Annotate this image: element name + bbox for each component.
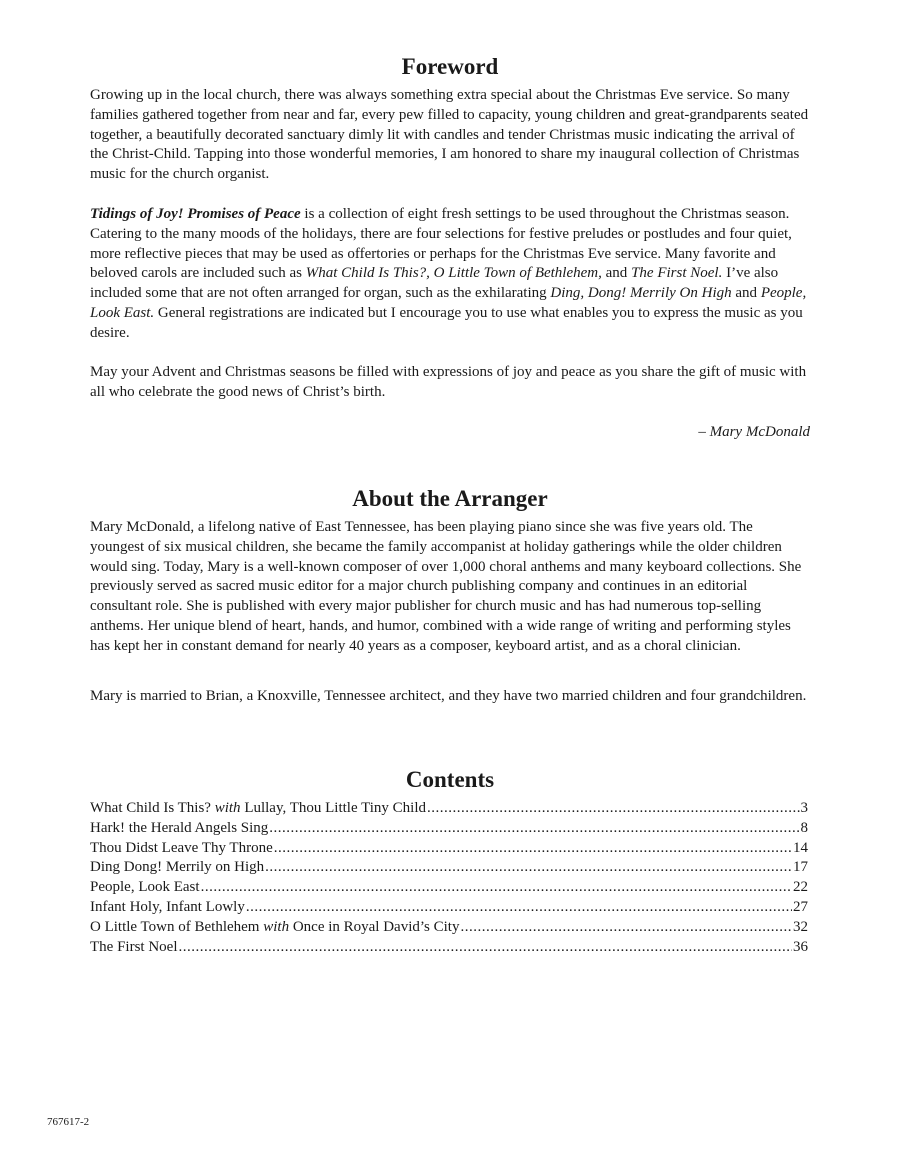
contents-item-title: Hark! the Herald Angels Sing bbox=[90, 819, 269, 836]
collection-title: Tidings of Joy! Promises of Peace bbox=[90, 206, 301, 222]
dot-leader bbox=[427, 799, 800, 819]
contents-item-page: 32 bbox=[793, 918, 808, 935]
contents-list bbox=[90, 799, 808, 957]
contents-item bbox=[90, 799, 808, 819]
text-span: General registrations are indicated but I encourage you to use what enables you to express the music as you desire. bbox=[90, 304, 803, 341]
text-span: with bbox=[263, 918, 290, 935]
contents-item-title bbox=[90, 918, 459, 938]
dot-leader bbox=[460, 918, 792, 938]
dot-leader bbox=[179, 938, 793, 958]
contents-item-title: The First Noel bbox=[90, 938, 178, 955]
foreword-paragraph-3: May your Advent and Christmas seasons be filled with expressions of joy and peace as you share the gift of music with all who celebrate the good news of Christ’s birth. bbox=[90, 364, 807, 400]
contents-item-page: 8 bbox=[800, 819, 808, 836]
text-span: and bbox=[601, 265, 632, 282]
contents-item bbox=[90, 878, 808, 898]
dot-leader bbox=[274, 839, 792, 859]
text-span: Once in Royal David’s City bbox=[289, 918, 460, 935]
contents-item bbox=[90, 858, 808, 878]
about-paragraph-2: Mary is married to Brian, a Knoxville, Tennessee architect, and they have two married children and four grandchildren. bbox=[90, 688, 807, 704]
contents-item-page: 3 bbox=[800, 800, 808, 816]
contents-item-title: People, Look East bbox=[90, 879, 200, 896]
about-title: About the Arranger bbox=[352, 486, 548, 511]
about-paragraph-1: Mary McDonald, a lifelong native of East Tennessee, has been playing piano since she was five years old. The youngest of six musical children, she became the family accompanist at holiday gatherings while the older children would sing. Today, Mary is a well-known composer of over 1,000 choral anthems and many keyboard collections. She previously served as sacred music editor for a major church publishing company and continues in an editorial consultant role. She is published with every major publisher for church music and has had numerous top-selling anthems. Her unique blend of heart, hands, and humor, combined with a wide range of writing and performing styles has kept her in constant demand for nearly 40 years as a composer, keyboard artist, and as a choral clinician. bbox=[90, 519, 802, 654]
carol-title: The First Noel. bbox=[631, 265, 723, 282]
text-span: What Child Is This? bbox=[90, 800, 215, 816]
text-span: I’ve also included some that are not often arranged for organ, such as the exhilarating bbox=[90, 265, 779, 302]
dot-leader bbox=[269, 819, 799, 839]
carol-title: What Child Is This?, O Little Town of Bethlehem, bbox=[305, 265, 602, 282]
contents-title: Contents bbox=[405, 767, 495, 792]
contents-item-title: Infant Holy, Infant Lowly bbox=[90, 898, 245, 915]
text-span: with bbox=[214, 800, 241, 816]
carol-title: People, Look East. bbox=[90, 285, 807, 321]
foreword-paragraph-2 bbox=[90, 205, 810, 344]
contents-item bbox=[90, 898, 808, 918]
text-span: and bbox=[731, 285, 761, 302]
contents-item-title bbox=[90, 799, 426, 819]
contents-item bbox=[90, 918, 808, 938]
foreword-title: Foreword bbox=[401, 54, 499, 79]
dot-leader bbox=[246, 898, 792, 918]
contents-item bbox=[90, 839, 808, 859]
dot-leader bbox=[265, 858, 792, 878]
contents-item-page: 14 bbox=[793, 839, 808, 856]
carol-title: Ding, Dong! Merrily On High bbox=[550, 285, 732, 302]
contents-item-page: 36 bbox=[793, 938, 808, 955]
dot-leader bbox=[201, 878, 792, 898]
contents-item-title: Ding Dong! Merrily on High bbox=[90, 859, 265, 876]
text-span: is a collection of eight fresh settings to be used throughout the Christmas season. Catering to the many moods of the holidays, there are four selections for festive preludes or postludes and four quiet, more reflective pieces that may be used as offertories or perhaps for the Christmas Eve service. Many favorite and beloved carols are included such as bbox=[90, 206, 792, 282]
contents-item-title: Thou Didst Leave Thy Throne bbox=[90, 839, 273, 856]
contents-item-page: 17 bbox=[793, 859, 808, 876]
foreword-signature: – Mary McDonald bbox=[698, 424, 810, 440]
contents-item bbox=[90, 938, 808, 958]
contents-item-page: 27 bbox=[793, 898, 808, 915]
foreword-paragraph-1: Growing up in the local church, there was always something extra special about the Christmas Eve service. So many families gathered together from near and far, every pew filled to capacity, young children and great-grandparents seated together, a beautifully decorated sanctuary dimly lit with candles and tender Christmas music indicating the arrival of the Christ-Child. Tapping into those wonderful memories, I am honored to share my inaugural collection of Christmas music for the church organist. bbox=[90, 87, 809, 183]
contents-item-page: 22 bbox=[793, 879, 808, 896]
contents-item bbox=[90, 819, 808, 839]
text-span: Lullay, Thou Little Tiny Child bbox=[240, 800, 426, 816]
catalog-number: 767617-2 bbox=[47, 1116, 90, 1128]
text-span: O Little Town of Bethlehem bbox=[90, 918, 264, 935]
